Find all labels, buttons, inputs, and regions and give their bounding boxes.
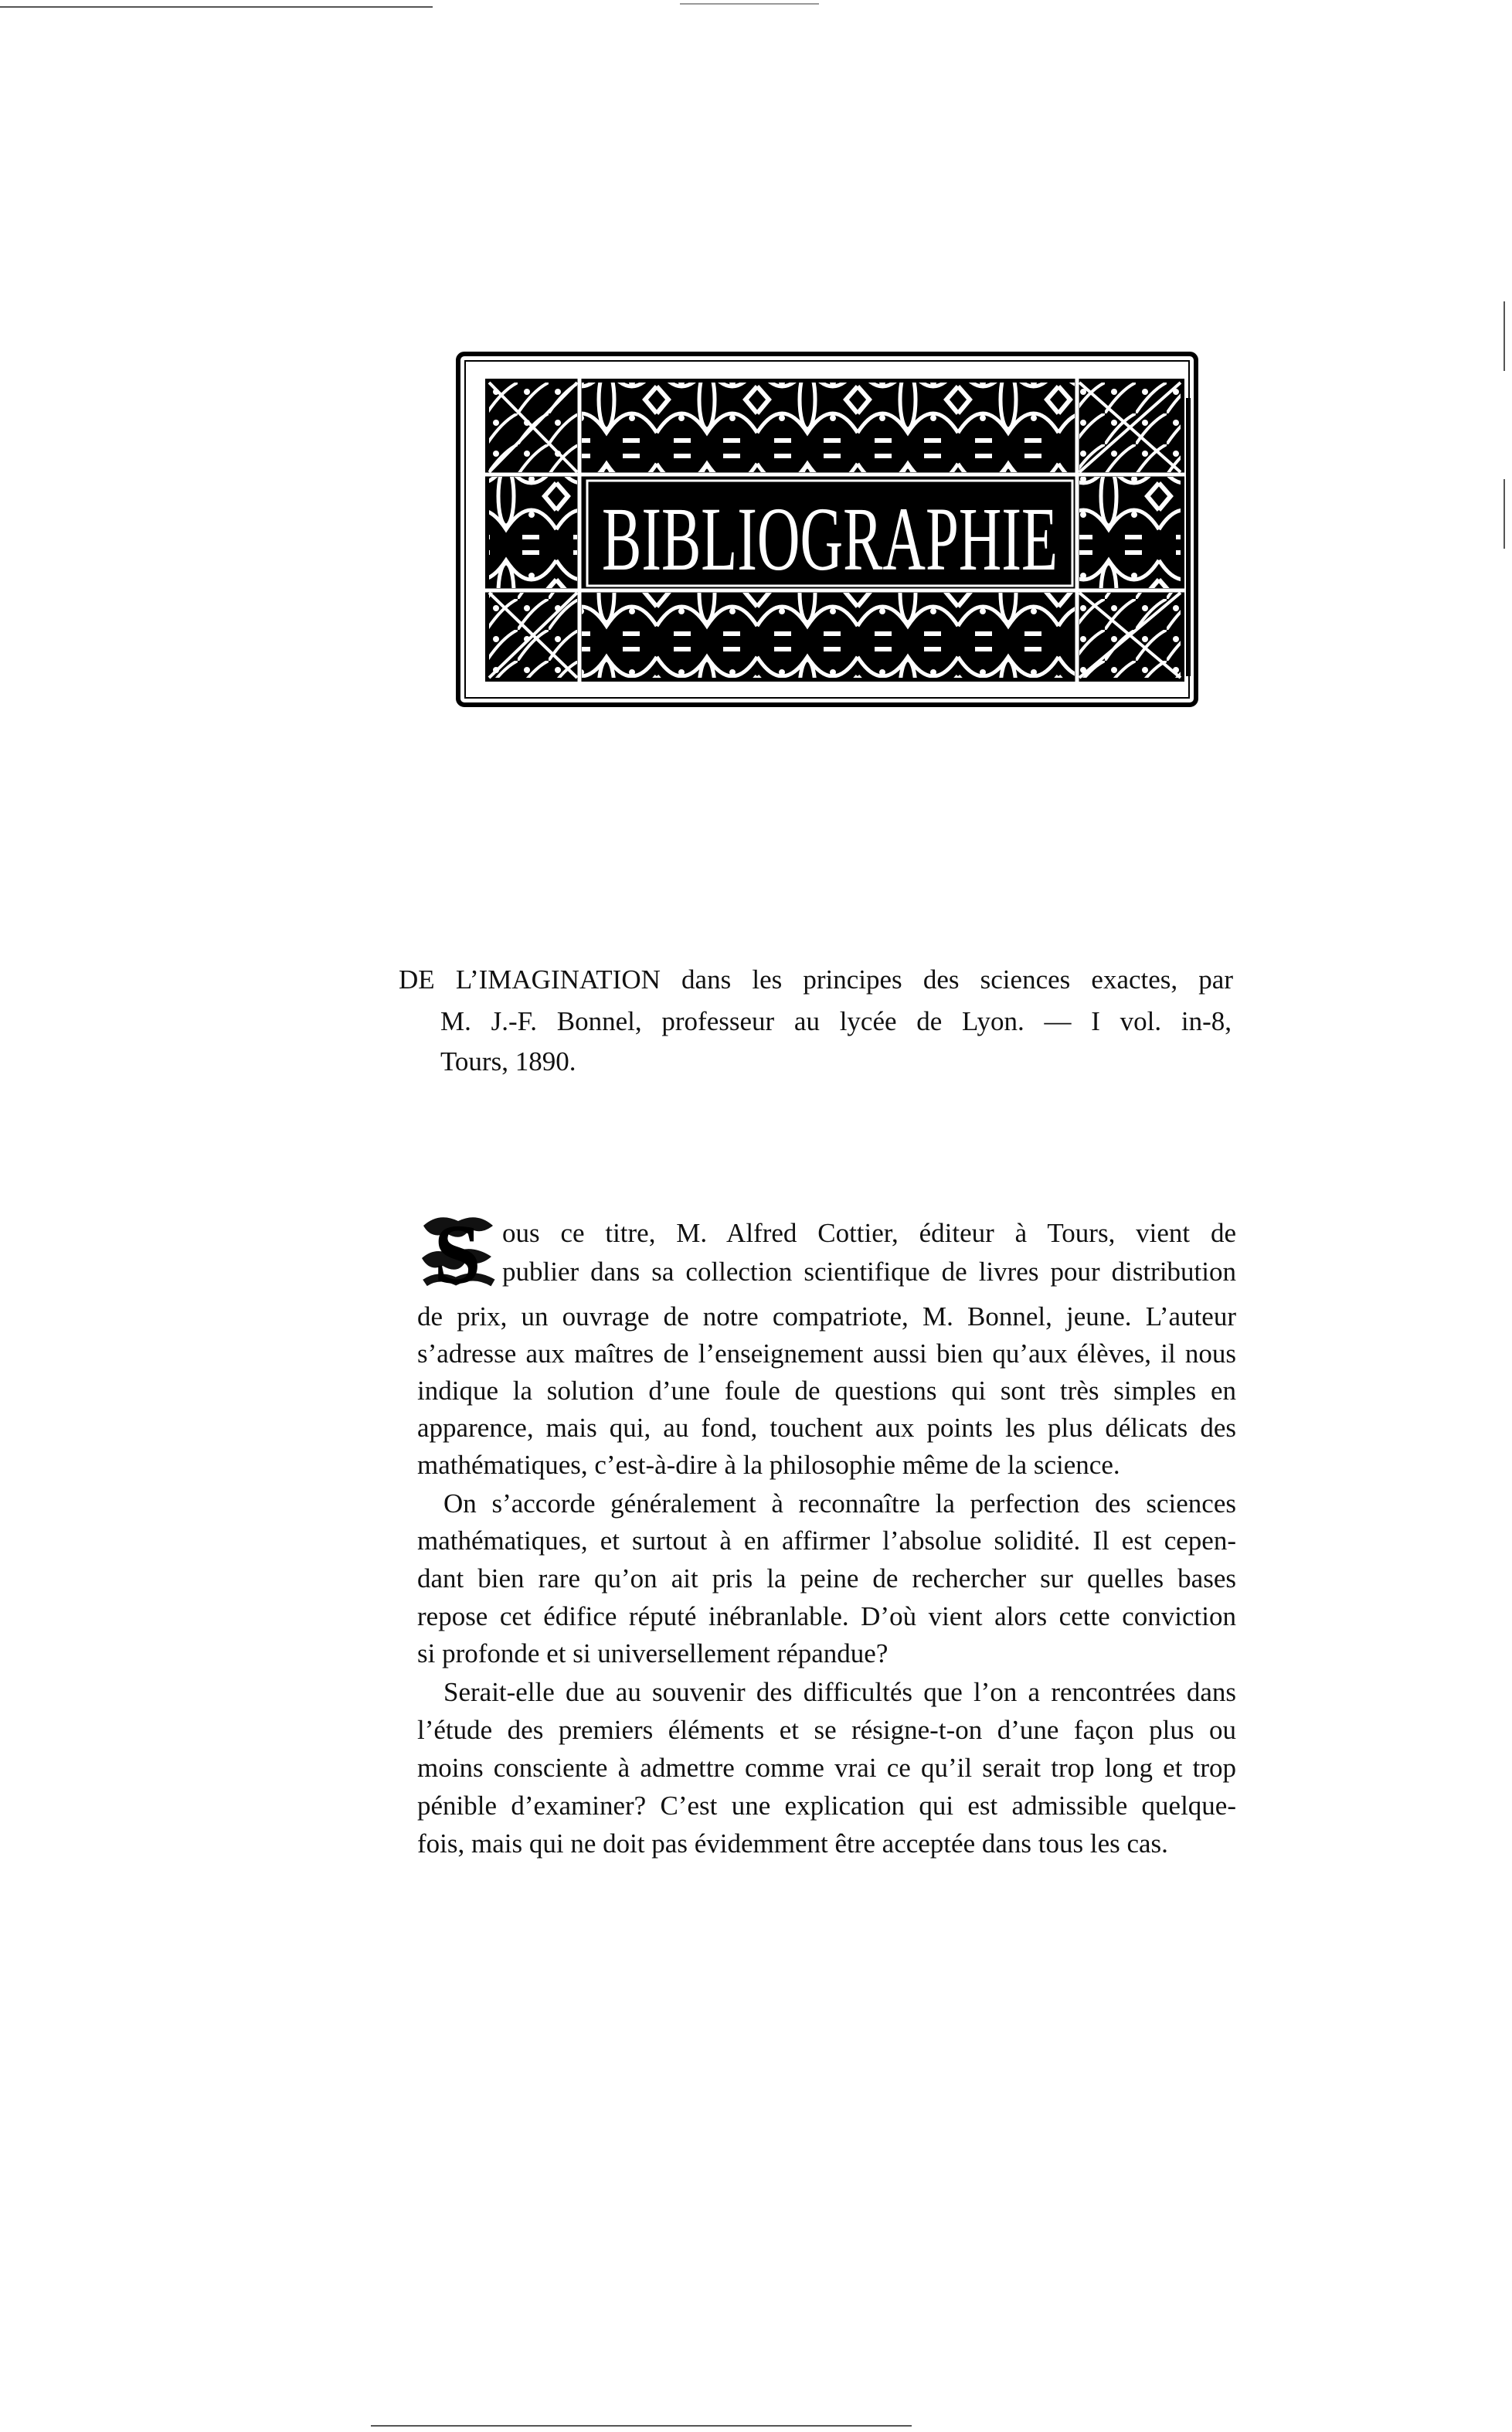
drop-cap-ornament bbox=[416, 1207, 499, 1301]
body-line: s’adresse aux maîtres de l’enseignement aussi bien qu’aux élèves, il nous bbox=[417, 1338, 1236, 1369]
scan-artifact-top bbox=[0, 6, 433, 8]
body-line: mathématiques, c’est-à-dire à la philosophie même de la science. bbox=[417, 1450, 1120, 1480]
bibliographie-banner bbox=[456, 352, 1201, 709]
body-line: dant bien rare qu’on ait pris la peine de rechercher sur quelles bases bbox=[417, 1563, 1236, 1594]
body-line: Serait-elle due au souvenir des difficultés que l’on a rencontrées dans bbox=[443, 1677, 1236, 1707]
scan-artifact-right bbox=[1504, 301, 1505, 371]
body-line: fois, mais qui ne doit pas évidemment être acceptée dans tous les cas. bbox=[417, 1828, 1168, 1859]
heading-line-2: M. J.-F. Bonnel, professeur au lycée de Lyon. — I vol. in-8, bbox=[440, 1006, 1232, 1036]
heading-line-3: Tours, 1890. bbox=[440, 1046, 576, 1077]
body-line: apparence, mais qui, au fond, touchent aux points les plus délicats des bbox=[417, 1413, 1236, 1443]
body-line: On s’accorde généralement à reconnaître la perfection des sciences bbox=[443, 1488, 1236, 1519]
body-line: publier dans sa collection scientifique de livres pour distribution bbox=[502, 1257, 1236, 1287]
body-line: ous ce titre, M. Alfred Cottier, éditeur à Tours, vient de bbox=[502, 1218, 1236, 1248]
scan-artifact-bottom bbox=[371, 2425, 912, 2427]
body-line: mathématiques, et surtout à en affirmer l’absolue solidité. Il est cepen- bbox=[417, 1526, 1236, 1556]
drop-cap-letter: S bbox=[433, 1207, 481, 1301]
heading-line-1: DE L’IMAGINATION dans les principes des sciences exactes, par bbox=[399, 964, 1233, 995]
body-line: indique la solution d’une foule de questions qui sont très simples en bbox=[417, 1376, 1236, 1406]
body-line: de prix, un ouvrage de notre compatriote, M. Bonnel, jeune. L’auteur bbox=[417, 1301, 1236, 1332]
body-line: pénible d’examiner? C’est une explication qui est admissible quelque- bbox=[417, 1791, 1236, 1821]
banner-title: BIBLIOGRAPHIE bbox=[602, 488, 1058, 590]
body-line: moins consciente à admettre comme vrai ce qu’il serait trop long et trop bbox=[417, 1753, 1236, 1783]
body-line: si profonde et si universellement répandue? bbox=[417, 1638, 889, 1668]
scan-artifact-right-2 bbox=[1504, 479, 1505, 549]
body-line: l’étude des premiers éléments et se résigne-t-on d’une façon plus ou bbox=[417, 1715, 1236, 1745]
body-line: repose cet édifice réputé inébranlable. D’où vient alors cette conviction bbox=[417, 1601, 1236, 1631]
scan-artifact-top-2 bbox=[680, 3, 819, 5]
